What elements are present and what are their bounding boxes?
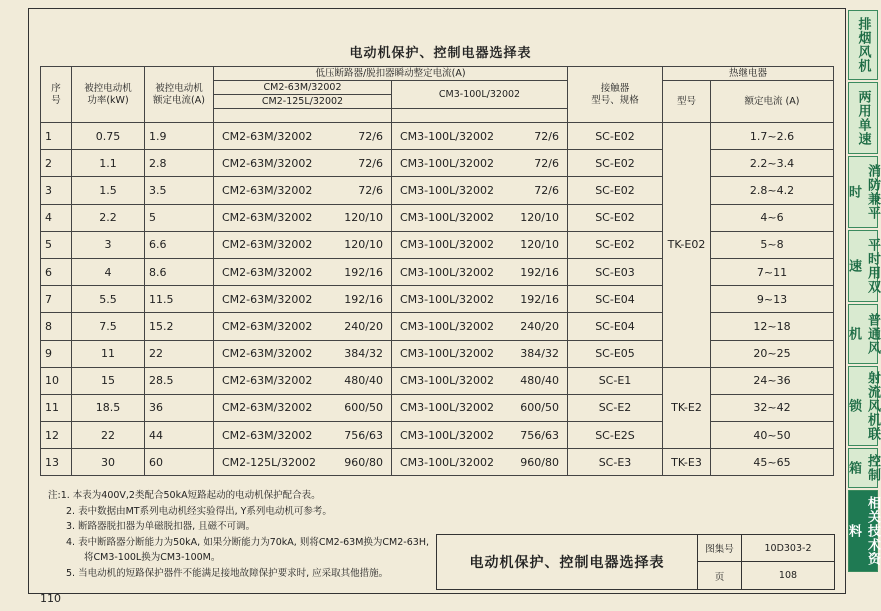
row-power: 11 xyxy=(72,340,145,367)
row-breaker-cm3 xyxy=(392,258,568,285)
breaker-setting: 480/40 xyxy=(344,374,383,388)
breaker-setting: 72/6 xyxy=(358,129,383,143)
row-breaker-cm2 xyxy=(214,313,392,340)
header-contactor: 接触器 型号、规格 xyxy=(568,67,663,123)
row-contactor: SC-E02 xyxy=(568,204,663,231)
row-breaker-cm2 xyxy=(214,258,392,285)
page-number: 110 xyxy=(40,592,61,605)
row-breaker-cm3 xyxy=(392,340,568,367)
breaker-setting: 756/63 xyxy=(520,428,559,442)
breaker-model: CM3-100L/32002 xyxy=(400,428,494,442)
breaker-setting: 72/6 xyxy=(534,183,559,197)
row-contactor: SC-E1 xyxy=(568,367,663,394)
table-row xyxy=(41,394,834,421)
breaker-model: CM2-63M/32002 xyxy=(222,156,313,170)
row-contactor: SC-E04 xyxy=(568,286,663,313)
breaker-setting: 120/10 xyxy=(344,211,383,225)
breaker-model: CM3-100L/32002 xyxy=(400,455,494,469)
breaker-model: CM3-100L/32002 xyxy=(400,319,494,333)
header-power: 被控电动机 功率(kW) xyxy=(72,67,145,123)
row-relay-current: 5~8 xyxy=(711,231,834,258)
row-power: 1.5 xyxy=(72,177,145,204)
breaker-model: CM3-100L/32002 xyxy=(400,211,494,225)
row-current: 8.6 xyxy=(145,258,214,285)
row-breaker-cm2 xyxy=(214,286,392,313)
table-row xyxy=(41,340,834,367)
page-value: 108 xyxy=(778,570,798,581)
row-breaker-cm3 xyxy=(392,204,568,231)
table-row xyxy=(41,286,834,313)
table-row xyxy=(41,204,834,231)
header-current: 被控电动机 额定电流(A) xyxy=(145,67,214,123)
breaker-setting: 960/80 xyxy=(520,455,559,469)
row-seq: 5 xyxy=(41,231,72,258)
atlas-label: 图集号 xyxy=(698,535,742,562)
row-contactor: SC-E2 xyxy=(568,394,663,421)
sidebar-tab[interactable]: 平时用双速 xyxy=(848,230,878,302)
row-seq: 1 xyxy=(41,123,72,150)
breaker-model: CM3-100L/32002 xyxy=(400,401,494,415)
row-power: 18.5 xyxy=(72,394,145,421)
breaker-setting: 120/10 xyxy=(520,211,559,225)
row-contactor: SC-E3 xyxy=(568,449,663,476)
row-breaker-cm3 xyxy=(392,367,568,394)
row-seq: 7 xyxy=(41,286,72,313)
row-breaker-cm3 xyxy=(392,150,568,177)
title-block-name: 电动机保护、控制电器选择表 xyxy=(437,535,698,589)
note-line: 将CM3-100L换为CM3-100M。 xyxy=(84,552,221,563)
breaker-setting: 192/16 xyxy=(344,265,383,279)
breaker-setting: 240/20 xyxy=(520,319,559,333)
row-current: 60 xyxy=(145,449,214,476)
row-power: 22 xyxy=(72,422,145,449)
row-breaker-cm3 xyxy=(392,231,568,258)
row-breaker-cm3 xyxy=(392,313,568,340)
row-seq: 2 xyxy=(41,150,72,177)
chapter-sidebar xyxy=(848,10,880,574)
header-breaker-group: 低压断路器/脱扣器瞬动整定电流(A) xyxy=(214,67,568,81)
row-breaker-cm2 xyxy=(214,367,392,394)
breaker-model: CM2-63M/32002 xyxy=(222,238,313,252)
breaker-setting: 480/40 xyxy=(520,374,559,388)
breaker-setting: 384/32 xyxy=(520,347,559,361)
breaker-setting: 120/10 xyxy=(520,238,559,252)
page-title: 电动机保护、控制电器选择表 xyxy=(349,46,532,61)
sidebar-tab[interactable]: 控制箱 xyxy=(848,448,878,488)
row-relay-current: 4~6 xyxy=(711,204,834,231)
row-seq: 11 xyxy=(41,394,72,421)
breaker-setting: 192/16 xyxy=(520,265,559,279)
sidebar-tab[interactable]: 排烟风机 xyxy=(848,10,878,80)
row-power: 4 xyxy=(72,258,145,285)
table-row xyxy=(41,231,834,258)
breaker-model: CM3-100L/32002 xyxy=(400,374,494,388)
note-line: 4. 表中断路器分断能力为50kA, 如果分断能力为70kA, 则将CM2-63M换为CM2-63H, xyxy=(66,536,429,548)
row-power: 15 xyxy=(72,367,145,394)
breaker-model: CM2-63M/32002 xyxy=(222,183,313,197)
header-relay-current: 额定电流 (A) xyxy=(711,81,834,123)
page-label: 页 xyxy=(698,562,742,589)
breaker-setting: 192/16 xyxy=(520,292,559,306)
note-line: 3. 断路器脱扣器为单磁脱扣器, 且磁不可调。 xyxy=(66,521,256,532)
header-seq: 序 号 xyxy=(41,67,72,123)
row-power: 3 xyxy=(72,231,145,258)
row-relay-model: TK-E3 xyxy=(663,449,711,476)
table-row xyxy=(41,313,834,340)
breaker-setting: 240/20 xyxy=(344,319,383,333)
breaker-model: CM3-100L/32002 xyxy=(400,292,494,306)
breaker-model: CM2-63M/32002 xyxy=(222,319,313,333)
table-row xyxy=(41,123,834,150)
row-relay-model: TK-E02 xyxy=(663,123,711,368)
row-breaker-cm3 xyxy=(392,394,568,421)
row-current: 44 xyxy=(145,422,214,449)
row-breaker-cm2 xyxy=(214,231,392,258)
header-relay-group: 热继电器 xyxy=(663,67,834,81)
header-relay-model: 型号 xyxy=(663,81,711,123)
row-current: 11.5 xyxy=(145,286,214,313)
breaker-setting: 120/10 xyxy=(344,238,383,252)
row-relay-current: 7~11 xyxy=(711,258,834,285)
breaker-setting: 756/63 xyxy=(344,428,383,442)
table-row xyxy=(41,367,834,394)
header-breaker-cm3: CM3-100L/32002 xyxy=(392,81,568,109)
breaker-setting: 72/6 xyxy=(358,156,383,170)
row-breaker-cm2 xyxy=(214,394,392,421)
row-power: 1.1 xyxy=(72,150,145,177)
breaker-model: CM3-100L/32002 xyxy=(400,183,494,197)
breaker-model: CM2-63M/32002 xyxy=(222,129,313,143)
row-breaker-cm3 xyxy=(392,123,568,150)
row-breaker-cm2 xyxy=(214,123,392,150)
sidebar-tab[interactable]: 两用单速 xyxy=(848,82,878,154)
row-relay-current: 40~50 xyxy=(711,422,834,449)
row-breaker-cm3 xyxy=(392,449,568,476)
row-relay-current: 45~65 xyxy=(711,449,834,476)
row-relay-current: 24~36 xyxy=(711,367,834,394)
row-breaker-cm3 xyxy=(392,177,568,204)
breaker-model: CM2-63M/32002 xyxy=(222,428,313,442)
note-line: 注:1. 本表为400V,2类配合50kA短路起动的电动机保护配合表。 xyxy=(48,490,321,501)
breaker-setting: 72/6 xyxy=(534,156,559,170)
row-power: 0.75 xyxy=(72,123,145,150)
breaker-setting: 600/50 xyxy=(520,401,559,415)
table-row xyxy=(41,449,834,476)
row-seq: 8 xyxy=(41,313,72,340)
row-seq: 4 xyxy=(41,204,72,231)
row-current: 36 xyxy=(145,394,214,421)
table-row xyxy=(41,177,834,204)
row-current: 22 xyxy=(145,340,214,367)
row-relay-current: 2.8~4.2 xyxy=(711,177,834,204)
row-seq: 9 xyxy=(41,340,72,367)
row-power: 7.5 xyxy=(72,313,145,340)
breaker-model: CM2-63M/32002 xyxy=(222,347,313,361)
breaker-setting: 600/50 xyxy=(344,401,383,415)
header-breaker-cm2-b: CM2-125L/32002 xyxy=(214,95,392,109)
breaker-model: CM2-125L/32002 xyxy=(222,455,316,469)
row-breaker-cm2 xyxy=(214,177,392,204)
note-line: 2. 表中数据由MT系列电动机经实验得出, Y系列电动机可参考。 xyxy=(66,505,332,517)
row-relay-current: 1.7~2.6 xyxy=(711,123,834,150)
row-relay-current: 2.2~3.4 xyxy=(711,150,834,177)
row-current: 2.8 xyxy=(145,150,214,177)
row-seq: 3 xyxy=(41,177,72,204)
row-contactor: SC-E02 xyxy=(568,123,663,150)
sidebar-tab[interactable]: 相关技术资料 xyxy=(848,490,878,572)
selection-table xyxy=(40,66,834,476)
row-breaker-cm2 xyxy=(214,422,392,449)
table-body xyxy=(41,123,834,476)
row-current: 1.9 xyxy=(145,123,214,150)
sidebar-tab[interactable]: 普通风机 xyxy=(848,304,878,364)
sidebar-tab[interactable]: 消防兼平时 xyxy=(848,156,878,228)
breaker-setting: 192/16 xyxy=(344,292,383,306)
row-current: 15.2 xyxy=(145,313,214,340)
row-relay-current: 9~13 xyxy=(711,286,834,313)
row-contactor: SC-E2S xyxy=(568,422,663,449)
breaker-model: CM2-63M/32002 xyxy=(222,401,313,415)
breaker-model: CM3-100L/32002 xyxy=(400,129,494,143)
breaker-model: CM2-63M/32002 xyxy=(222,374,313,388)
notes xyxy=(48,488,429,581)
breaker-setting: 72/6 xyxy=(358,183,383,197)
breaker-model: CM3-100L/32002 xyxy=(400,238,494,252)
note-line: 5. 当电动机的短路保护器件不能满足接地故障保护要求时, 应采取其他措施。 xyxy=(66,567,389,579)
row-contactor: SC-E03 xyxy=(568,258,663,285)
row-contactor: SC-E04 xyxy=(568,313,663,340)
row-relay-current: 12~18 xyxy=(711,313,834,340)
breaker-model: CM2-63M/32002 xyxy=(222,265,313,279)
row-breaker-cm2 xyxy=(214,340,392,367)
row-contactor: SC-E05 xyxy=(568,340,663,367)
row-seq: 6 xyxy=(41,258,72,285)
row-power: 2.2 xyxy=(72,204,145,231)
row-relay-current: 32~42 xyxy=(711,394,834,421)
breaker-setting: 384/32 xyxy=(344,347,383,361)
table-row xyxy=(41,258,834,285)
row-contactor: SC-E02 xyxy=(568,150,663,177)
row-power: 5.5 xyxy=(72,286,145,313)
row-current: 5 xyxy=(145,204,214,231)
row-contactor: SC-E02 xyxy=(568,231,663,258)
title-block xyxy=(436,534,835,590)
row-seq: 13 xyxy=(41,449,72,476)
row-current: 6.6 xyxy=(145,231,214,258)
table-row xyxy=(41,422,834,449)
atlas-value: 10D303-2 xyxy=(742,535,834,562)
table-row xyxy=(41,150,834,177)
breaker-setting: 72/6 xyxy=(534,129,559,143)
row-relay-current: 20~25 xyxy=(711,340,834,367)
header-breaker-cm2: CM2-63M/32002 xyxy=(214,81,392,95)
row-breaker-cm3 xyxy=(392,286,568,313)
row-seq: 10 xyxy=(41,367,72,394)
breaker-setting: 960/80 xyxy=(344,455,383,469)
breaker-model: CM2-63M/32002 xyxy=(222,292,313,306)
row-seq: 12 xyxy=(41,422,72,449)
row-breaker-cm2 xyxy=(214,204,392,231)
row-relay-model: TK-E2 xyxy=(663,367,711,449)
breaker-model: CM3-100L/32002 xyxy=(400,265,494,279)
breaker-model: CM2-63M/32002 xyxy=(222,211,313,225)
row-current: 3.5 xyxy=(145,177,214,204)
breaker-model: CM3-100L/32002 xyxy=(400,156,494,170)
row-breaker-cm2 xyxy=(214,449,392,476)
row-contactor: SC-E02 xyxy=(568,177,663,204)
row-breaker-cm2 xyxy=(214,150,392,177)
row-breaker-cm3 xyxy=(392,422,568,449)
sidebar-tab[interactable]: 射流风机联锁 xyxy=(848,366,878,446)
breaker-model: CM3-100L/32002 xyxy=(400,347,494,361)
row-power: 30 xyxy=(72,449,145,476)
row-current: 28.5 xyxy=(145,367,214,394)
